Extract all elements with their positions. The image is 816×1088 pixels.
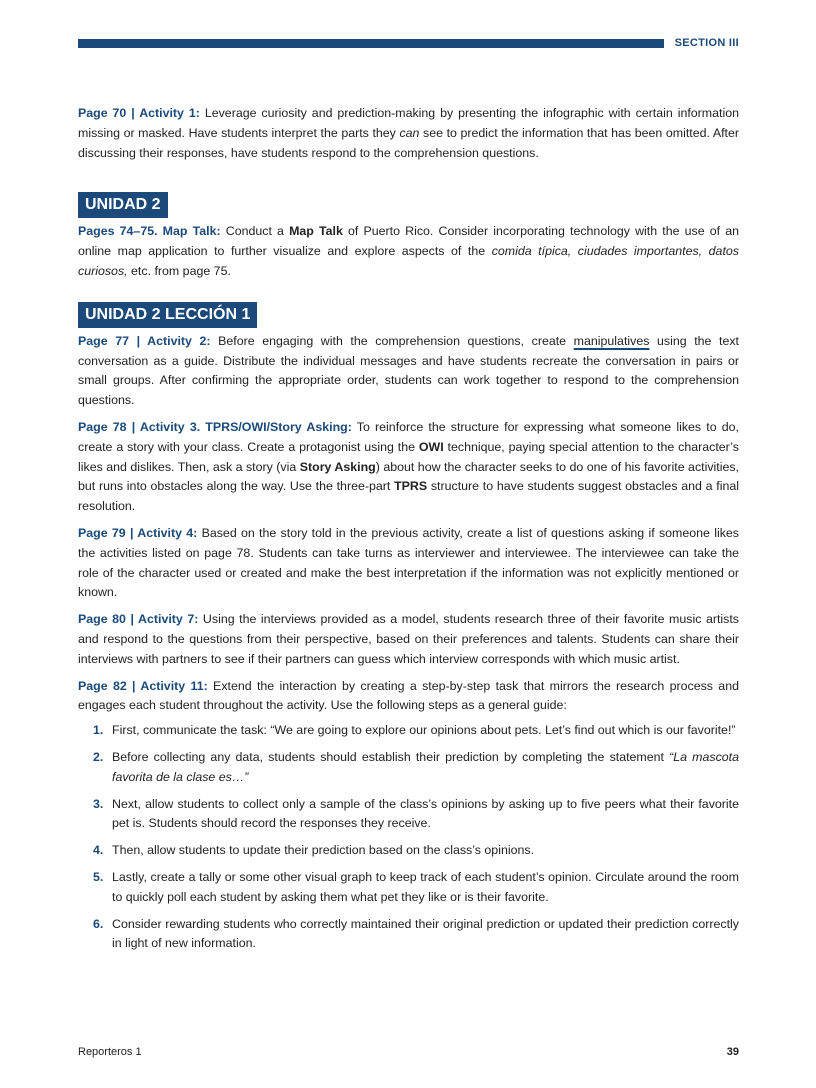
paragraph-pages-74-75: Pages 74–75. Map Talk: Conduct a Map Talk of Puerto Rico. Consider incorporating technology with the use of an online map application to further visualize and explore aspects of the comida típica, ciudades importantes, datos curiosos, etc. from page 75. [78, 224, 739, 278]
paragraph-page-79: Page 79 | Activity 4: Based on the story told in the previous activity, create a list of questions asking if someone likes the activities listed on page 78. Students can take turns as interviewer and interviewee. The interviewee can take the role of the character used or created and make the best interpretation if the information was not explicitly mentioned or known. [78, 525, 739, 600]
list-item: 5. Lastly, create a tally or some other visual graph to keep track of each student’s opinion. Circulate around the room to quickly poll each student by asking them what pet they like or is their favorite. [93, 869, 739, 904]
list-item: 1. First, communicate the task: “We are going to explore our opinions about pets. Let’s find out which is our favorite!” [93, 723, 736, 738]
page-content [78, 104, 739, 961]
paragraph-page-78: Page 78 | Activity 3. TPRS/OWI/Story Asking: To reinforce the structure for expressing what someone likes to do, create a story with your class. Create a protagonist using the OWI technique, paying special attention to the character’s likes and dislikes. Then, ask a story (via Story Asking) about how the character seeks to do one of his favorite activities, but runs into obstacles along the way. Use the three-part TPRS structure to have students suggest obstacles and a final resolution. [78, 419, 740, 514]
page-number: 39 [726, 1046, 739, 1058]
unit-heading: UNIDAD 2 [78, 192, 168, 218]
paragraph-page-80: Page 80 | Activity 7: Using the interviews provided as a model, students research three of their favorite music artists and respond to the questions from their perspective, based on their preferences and talents. Students can share their interviews with partners to see if their partners can guess which interview corresponds with which music artist. [78, 612, 740, 666]
section-label: SECTION III [674, 37, 739, 49]
paragraph-page-70: Page 70 | Activity 1: Leverage curiosity and prediction-making by presenting the infographic with certain information missing or masked. Have students interpret the parts they can see to predict the information that has been omitted. After discussing their responses, have students respond to the comprehension questions. [78, 106, 740, 160]
footer-book-title: Reporteros 1 [78, 1046, 142, 1058]
paragraph-page-82: Page 82 | Activity 11: Extend the interaction by creating a step-by-step task that mirrors the research process and engages each student throughout the activity. Use the following steps as a general guide: [78, 678, 739, 713]
list-item: 4. Then, allow students to update their prediction based on the class’s opinions. [93, 843, 535, 858]
header-rule [78, 39, 664, 48]
list-item: 6. Consider rewarding students who correctly maintained their original prediction or updated their prediction correctly in light of new information. [93, 916, 739, 951]
steps-list [78, 721, 739, 954]
list-item: 3. Next, allow students to collect only a sample of the class’s opinions by asking up to five peers what their favorite pet is. Students should record the responses they receive. [93, 796, 739, 831]
list-item: 2. Before collecting any data, students should establish their prediction by completing the statement “La mascota favorita de la clase es…” [93, 749, 739, 784]
paragraph-page-77: Page 77 | Activity 2: Before engaging with the comprehension questions, create manipulatives using the text conversation as a guide. Distribute the individual messages and have students recreate the conversation in pairs or small groups. After confirming the appropriate order, students can work together to respond to the comprehension questions. [78, 333, 740, 408]
lesson-heading: UNIDAD 2 LECCIÓN 1 [78, 302, 257, 328]
manipulatives-term: manipulatives [573, 333, 650, 348]
